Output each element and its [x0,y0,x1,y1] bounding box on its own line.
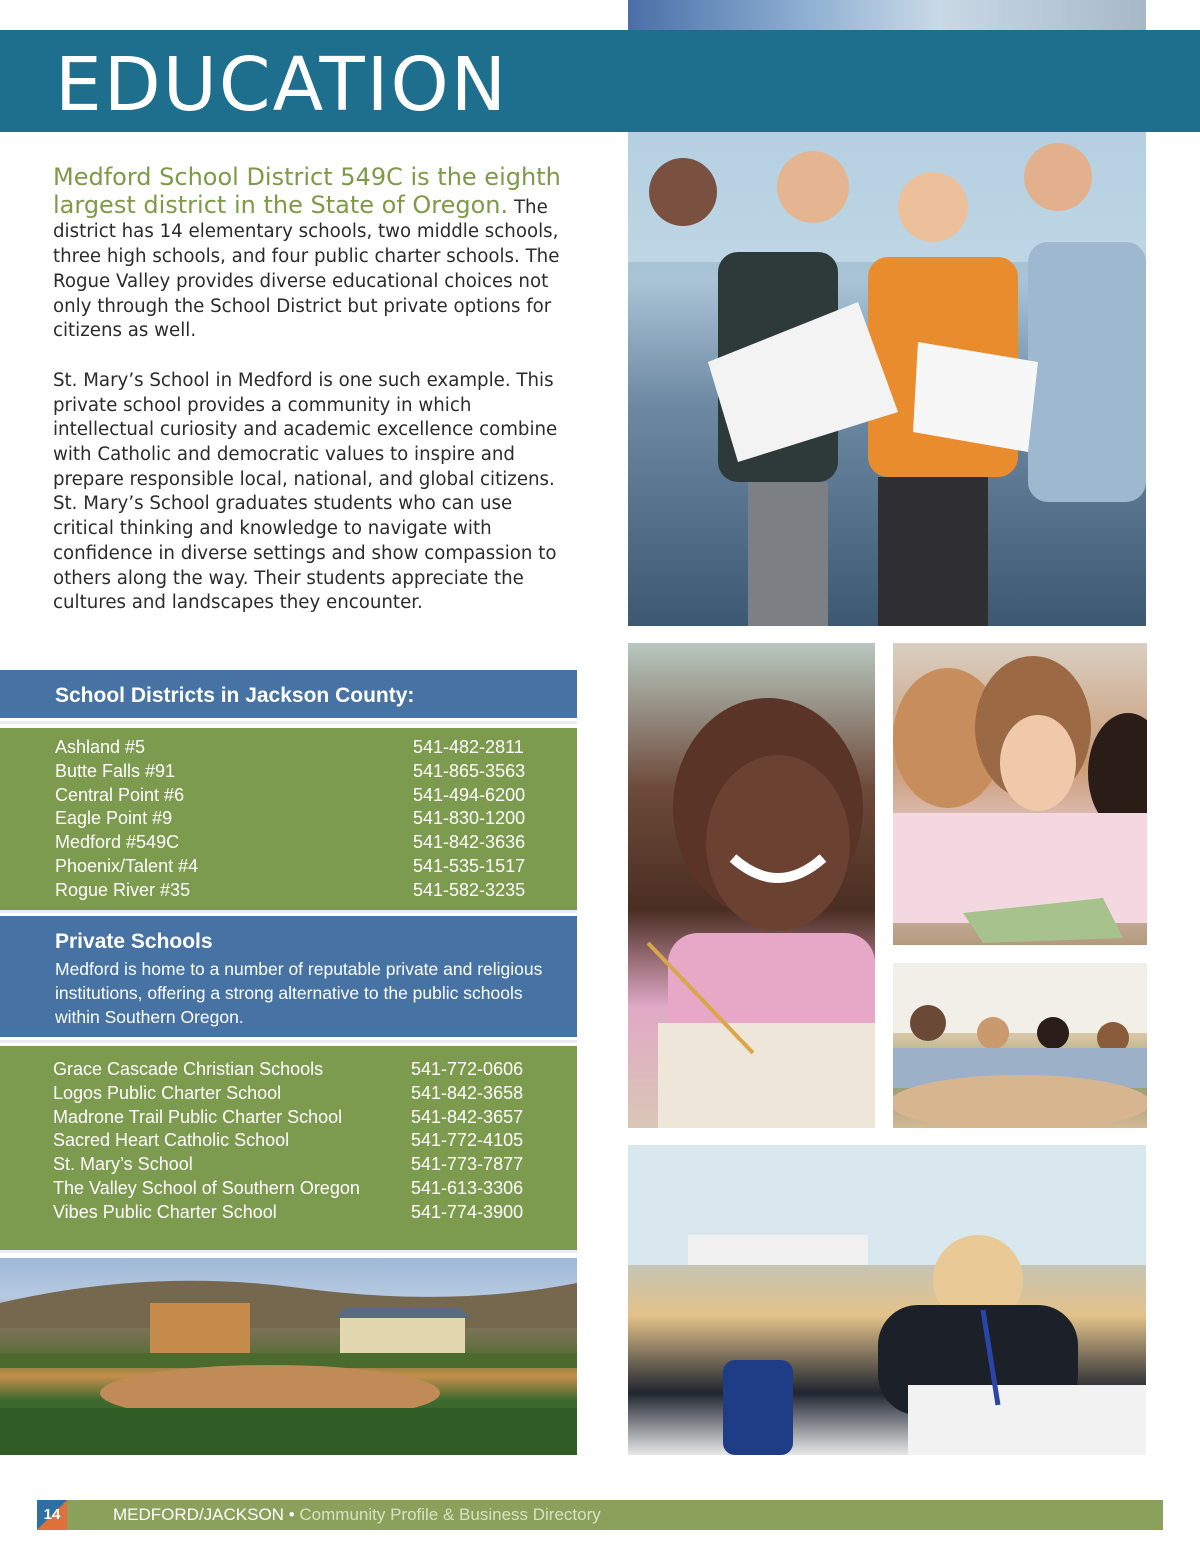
private-schools-list-box [0,1046,577,1250]
top-photo-strip [628,0,1146,30]
private-schools-description: Medford is home to a number of reputable private and religious institutions, offering a strong alternative to the public schools within Southern Oregon. [55,959,543,1027]
girl-illustration [628,643,875,1128]
districts-header [0,670,577,721]
district-row [55,807,555,831]
private-school-row-phone: 541-774-3900 [411,1201,524,1222]
district-row-phone: 541-842-3636 [413,832,526,853]
intro-lead: Medford School District 549C is the eighth largest district in the State of Oregon. [53,163,561,219]
private-school-row-phone: 541-613-3306 [411,1177,524,1198]
district-row-phone: 541-482-2811 [413,737,524,757]
private-school-row-name: Logos Public Charter School [53,1082,282,1103]
students-reading-papers-photo [628,132,1146,626]
district-row-name: Eagle Point #9 [55,808,173,829]
district-row [55,855,555,879]
kids-at-table-photo [893,963,1147,1128]
district-row-name: Central Point #6 [55,784,185,805]
district-row-name: Butte Falls #91 [55,760,176,781]
private-school-row-phone: 541-842-3657 [411,1106,524,1127]
private-school-row [53,1153,558,1177]
district-row [55,831,555,855]
campus-illustration [0,1258,577,1455]
private-school-row-name: St. Mary’s School [53,1154,193,1175]
private-school-row [53,1177,558,1201]
page-number: 14 [37,1500,67,1530]
private-school-row-name: Vibes Public Charter School [53,1201,277,1222]
private-school-row-name: Grace Cascade Christian Schools [53,1059,324,1079]
district-row-phone: 541-865-3563 [413,760,526,781]
intro-body-1: The district has 14 elementary schools, two middle schools, three high schools, and four public charter schools. The Rogue Valley provides diverse educational choices not only through the School District but private options for citizens as well. [53,196,560,342]
district-row-phone: 541-582-3235 [413,879,526,900]
district-row-name: Phoenix/Talent #4 [55,855,199,876]
kids-looking-at-map-photo [893,643,1147,945]
private-school-row-name: Madrone Trail Public Charter School [53,1106,343,1127]
district-row-name: Ashland #5 [55,737,146,757]
private-school-row [53,1058,558,1082]
intro-paragraph-2: St. Mary’s School in Medford is one such example. This private school provides a community in which intellectual curiosity and academic excellence combine with Catholic and democratic values to inspire and prepare responsible local, national, and global citizens. St. Mary’s School graduates students who can use critical thinking and knowledge to navigate with confidence in diverse settings and show compassion to others along the way. Their students appreciate the cultures and landscapes they encounter. [53,369,558,614]
smiling-girl-writing-photo [628,643,875,1128]
district-row [55,784,555,808]
district-row-phone: 541-535-1517 [413,855,526,876]
header-band [0,30,1200,132]
school-campus-photo [0,1258,577,1455]
boy-writing-photo [628,1145,1146,1455]
private-schools-header [0,916,577,1040]
private-school-row [53,1082,558,1106]
private-schools-list [53,1058,558,1225]
district-row [55,879,555,903]
students-illustration [628,132,1146,626]
private-school-row-name: Sacred Heart Catholic School [53,1130,290,1151]
private-school-row [53,1129,558,1153]
district-row-phone: 541-494-6200 [413,784,526,805]
districts-list-box [0,728,577,910]
district-row [55,736,555,760]
district-row-name: Rogue River #35 [55,879,191,900]
districts-list [55,736,555,903]
district-row [55,760,555,784]
private-schools-heading: Private Schools [55,930,213,953]
district-row-name: Medford #549C [55,832,180,853]
private-school-row-phone: 541-842-3658 [411,1082,524,1103]
private-school-row-phone: 541-772-4105 [411,1130,524,1151]
footer-publication: MEDFORD/JACKSON [113,1505,284,1524]
boy-writing-illustration [628,1145,1146,1455]
private-school-row [53,1201,558,1225]
intro-text [53,165,573,616]
kids-map-illustration [893,643,1147,945]
page-title: EDUCATION [55,42,509,128]
districts-heading: School Districts in Jackson County: [55,684,415,707]
private-school-row [53,1106,558,1130]
district-row-phone: 541-830-1200 [413,808,526,829]
footer-separator: • [288,1505,295,1524]
footer-subtitle: Community Profile & Business Directory [299,1505,601,1524]
intro-paragraph-1 [53,165,573,344]
footer-text [113,1505,601,1525]
private-school-row-phone: 541-773-7877 [411,1154,524,1175]
private-school-row-phone: 541-772-0606 [411,1059,524,1079]
private-school-row-name: The Valley School of Southern Oregon [53,1177,360,1198]
kids-table-illustration [893,963,1147,1128]
